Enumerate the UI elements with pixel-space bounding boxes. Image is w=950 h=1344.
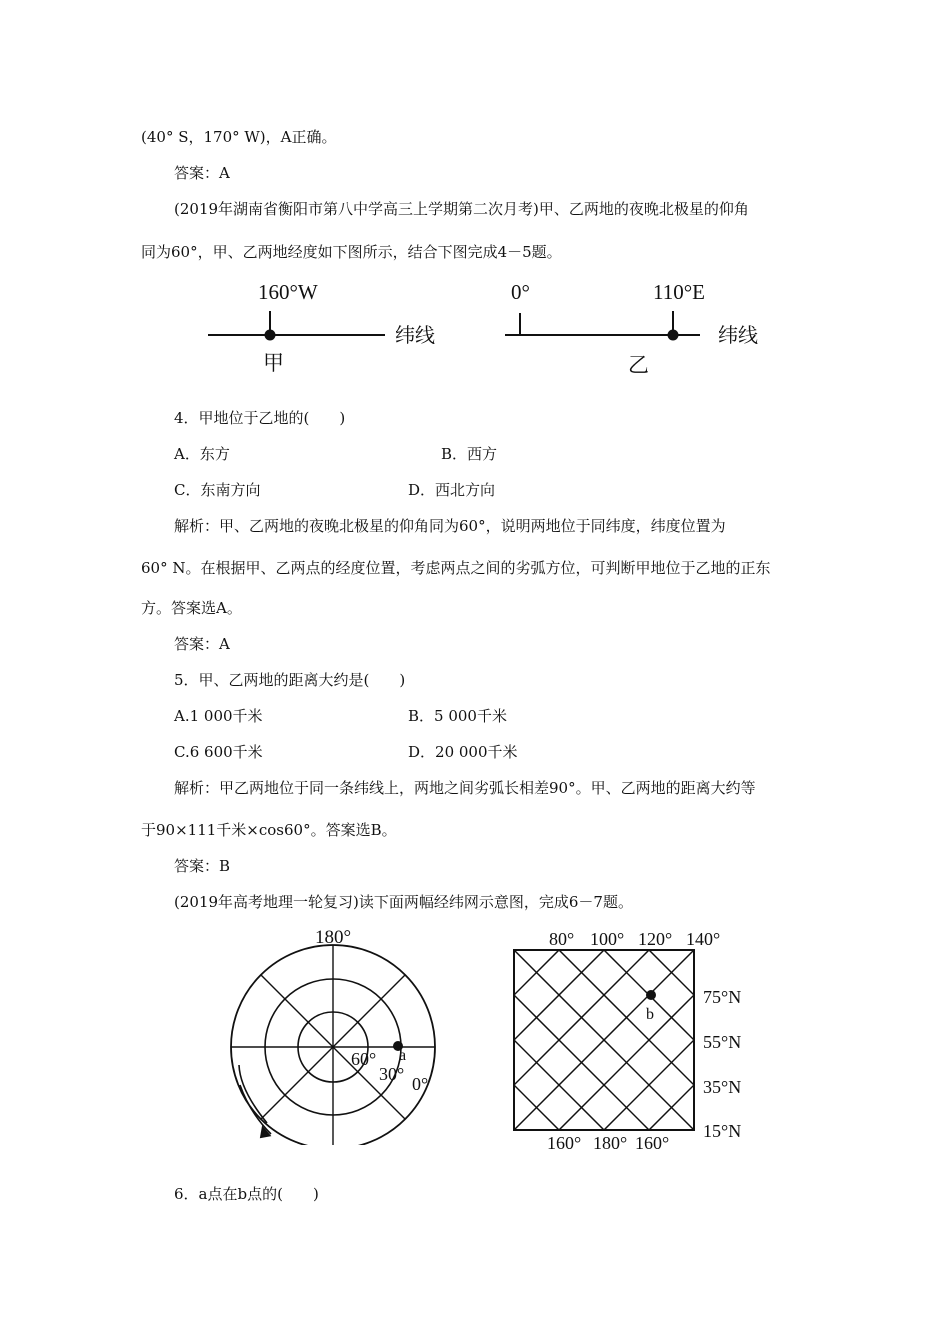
longitude-label: 110°E [653, 280, 705, 304]
explanation-line: 于90×111千米×cos60°。答案选B。 [141, 821, 397, 839]
option-b: B．5 000千米 [408, 707, 507, 725]
latitude-label: 纬线 [718, 323, 758, 347]
right-label: 15°N [703, 1121, 742, 1141]
answer-line: 答案：A [174, 164, 230, 182]
longitude-line-figure [200, 278, 780, 378]
bottom-label: 160° [547, 1133, 582, 1153]
option-b: B．西方 [441, 445, 498, 463]
explanation-line: 解析：甲乙两地位于同一条纬线上，两地之间劣弧长相差90°。甲、乙两地的距离大约等 [174, 779, 756, 797]
bottom-label: 180° [593, 1133, 628, 1153]
left-diagram [208, 280, 435, 375]
point-yi [668, 330, 679, 341]
option-d: D．西北方向 [408, 481, 496, 499]
option-a: A．东方 [174, 445, 230, 463]
explanation-line: 60° N。在根据甲、乙两点的经度位置，考虑两点之间的劣弧方位，可判断甲地位于乙地的正东 [141, 559, 771, 577]
right-label: 75°N [703, 987, 742, 1007]
grid-graticule-figure [505, 925, 765, 1160]
question-5: 5．甲、乙两地的距离大约是( ) [174, 671, 406, 689]
top-label: 80° [549, 929, 575, 949]
point-label: b [646, 1006, 654, 1023]
polar-graticule-figure [225, 925, 450, 1145]
explanation-line: 解析：甲、乙两地的夜晚北极星的仰角同为60°，说明两地位于同纬度，纬度位置为 [174, 517, 726, 535]
question-4: 4．甲地位于乙地的( ) [174, 409, 346, 427]
outer-label: 0° [412, 1074, 429, 1094]
explanation-line: 方。答案选A。 [141, 599, 242, 617]
question-6: 6．a点在b点的( ) [174, 1185, 319, 1203]
answer-line: 答案：B [174, 857, 231, 875]
mid-label: 30° [379, 1064, 405, 1084]
point-b [646, 990, 656, 1000]
top-label: 180° [315, 927, 352, 948]
right-label: 55°N [703, 1032, 742, 1052]
point-label: 乙 [628, 353, 649, 377]
option-c: C.6 600千米 [174, 743, 263, 761]
answer-line: 答案：A [174, 635, 230, 653]
latitude-label: 纬线 [395, 323, 435, 347]
text-line: (2019年湖南省衡阳市第八中学高三上学期第二次月考)甲、乙两地的夜晚北极星的仰角 [174, 200, 749, 218]
right-label: 35°N [703, 1077, 742, 1097]
bottom-label: 160° [635, 1133, 670, 1153]
option-d: D．20 000千米 [408, 743, 518, 761]
text-line: (40° S，170° W)，A正确。 [141, 128, 337, 146]
point-label: 甲 [263, 351, 284, 375]
inner-label: 60° [351, 1049, 377, 1069]
point-label: a [399, 1047, 407, 1064]
option-c: C．东南方向 [174, 481, 261, 499]
longitude-label: 160°W [258, 280, 318, 304]
point-jia [265, 330, 276, 341]
right-diagram [505, 280, 758, 377]
top-label: 140° [686, 929, 721, 949]
top-label: 100° [590, 929, 625, 949]
text-line: (2019年高考地理一轮复习)读下面两幅经纬网示意图，完成6－7题。 [174, 893, 633, 911]
top-label: 120° [638, 929, 673, 949]
text-line: 同为60°，甲、乙两地经度如下图所示，结合下图完成4－5题。 [141, 243, 562, 261]
option-a: A.1 000千米 [174, 707, 263, 725]
zero-label: 0° [511, 280, 530, 304]
